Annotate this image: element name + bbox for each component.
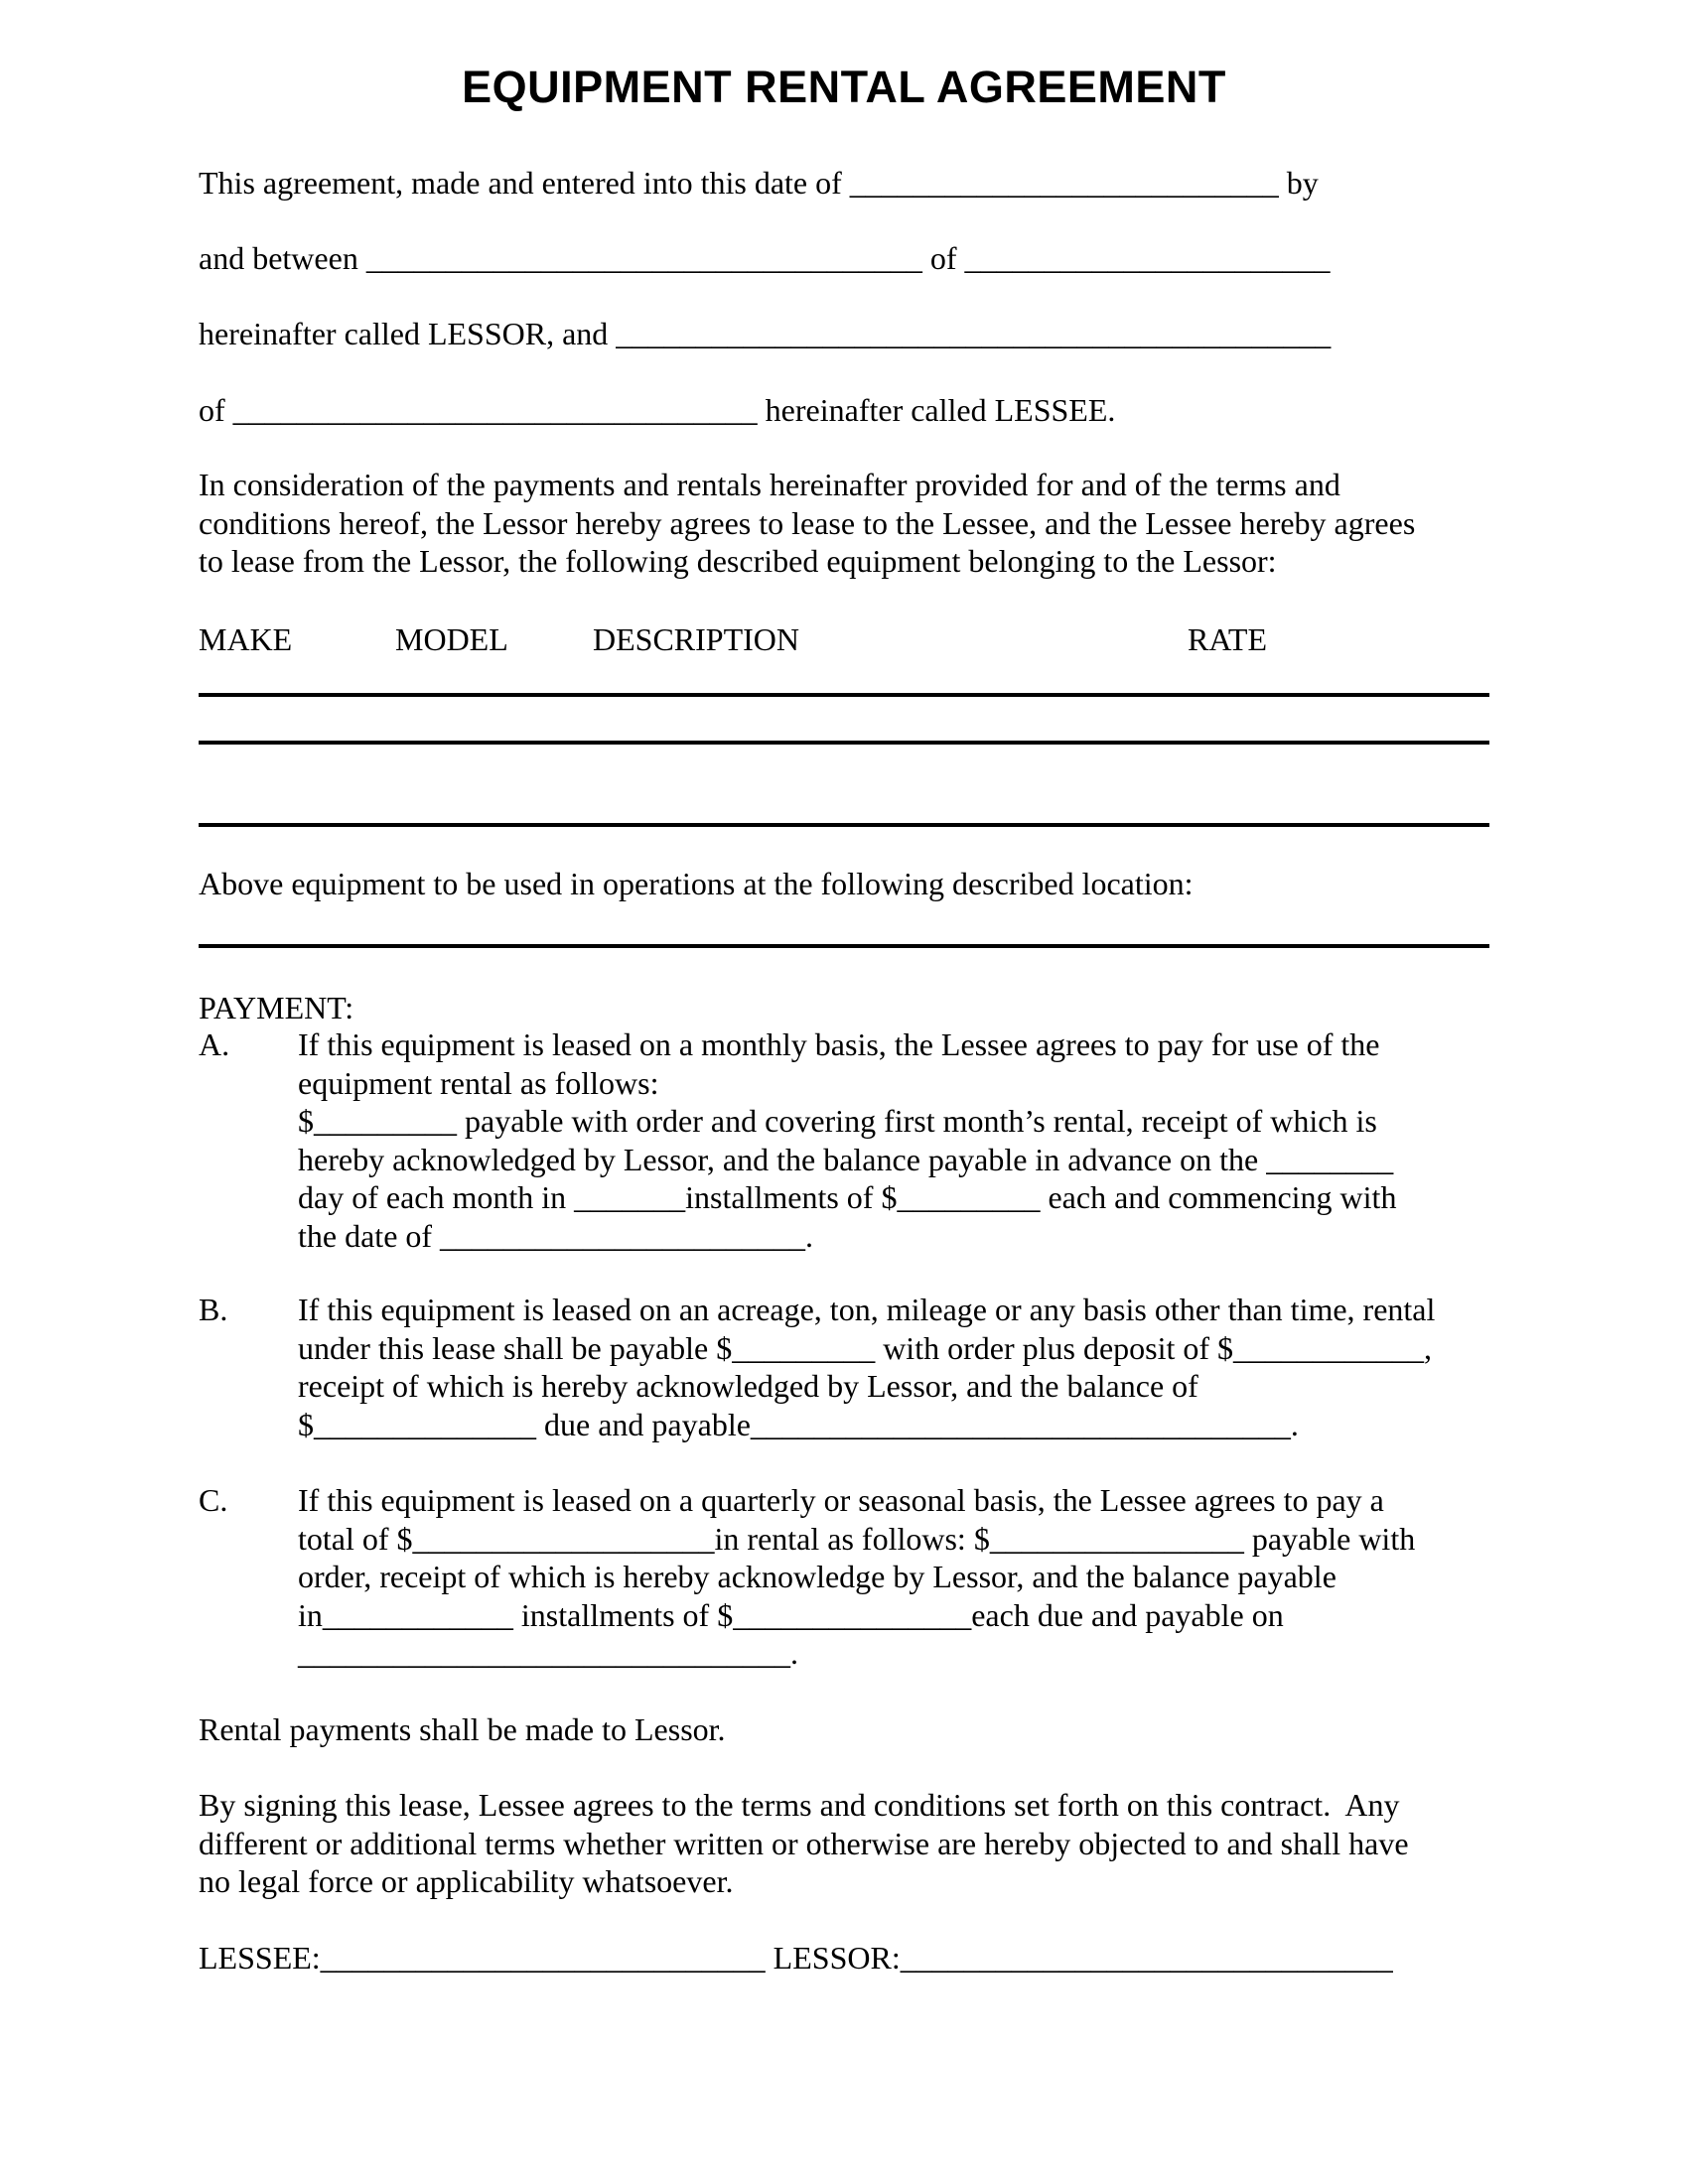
document-title: EQUIPMENT RENTAL AGREEMENT <box>462 62 1226 112</box>
header-description: DESCRIPTION <box>593 621 800 657</box>
payment-a-line: equipment rental as follows: <box>298 1064 659 1101</box>
payment-c-line: If this equipment is leased on a quarterly or seasonal basis, the Lessee agrees to pay a <box>298 1482 1384 1518</box>
payment-c-line: order, receipt of which is hereby acknowledge by Lessor, and the balance payable <box>298 1559 1336 1594</box>
payment-b-line: If this equipment is leased on an acreage, ton, mileage or any basis other than time, rental <box>298 1292 1436 1327</box>
payment-a-line: day of each month in _______installments of $_________ each and commencing with <box>298 1179 1397 1215</box>
consideration-line: conditions hereof, the Lessor hereby agrees to lease to the Lessee, and the Lessee hereby agrees <box>199 504 1416 541</box>
payment-b-line: receipt of which is hereby acknowledged by Lessor, and the balance of <box>298 1368 1198 1404</box>
payment-b-label: B. <box>199 1292 228 1327</box>
header-model: MODEL <box>395 621 508 657</box>
signature-lines: LESSEE:____________________________ LESSOR:_______________________________ <box>199 1940 1393 1976</box>
payment-c-line: _______________________________. <box>298 1635 798 1671</box>
signing-paragraph <box>199 1786 1409 1901</box>
payment-a-line: If this equipment is leased on a monthly basis, the Lessee agrees to pay for use of the <box>298 1026 1380 1062</box>
signing-line: different or additional terms whether written or otherwise are hereby objected to and shall have <box>199 1825 1409 1861</box>
equipment-entry-line <box>199 823 1489 827</box>
signing-line: no legal force or applicability whatsoever. <box>199 1863 734 1899</box>
payment-b-line: $______________ due and payable__________________________________. <box>298 1406 1299 1442</box>
signing-line: By signing this lease, Lessee agrees to the terms and conditions set forth on this contract. Any <box>199 1787 1400 1823</box>
consideration-line: In consideration of the payments and rentals hereinafter provided for and of the terms and <box>199 467 1340 502</box>
payment-c-line: total of $___________________in rental as follows: $________________ payable with <box>298 1520 1416 1557</box>
payment-a-line: the date of _______________________. <box>298 1217 814 1254</box>
payment-b-line: under this lease shall be payable $_________ with order plus deposit of $____________, <box>298 1329 1433 1366</box>
intro-line-date: This agreement, made and entered into this date of ___________________________ by <box>199 165 1319 201</box>
payment-a-line: hereby acknowledged by Lessor, and the balance payable in advance on the ________ <box>298 1141 1394 1177</box>
location-text: Above equipment to be used in operations at the following described location: <box>199 866 1194 901</box>
payment-b-text <box>298 1291 1435 1443</box>
rental-payments-text: Rental payments shall be made to Lessor. <box>199 1711 726 1747</box>
header-rate: RATE <box>1188 621 1267 657</box>
payment-c-label: C. <box>199 1482 228 1518</box>
header-make: MAKE <box>199 621 293 657</box>
payment-c-text <box>298 1481 1415 1673</box>
equipment-entry-line <box>199 693 1489 697</box>
equipment-entry-line <box>199 741 1489 745</box>
payment-a-text <box>298 1025 1396 1255</box>
intro-line-between: and between ___________________________________ of _______________________ <box>199 240 1331 276</box>
consideration-paragraph <box>199 466 1415 581</box>
consideration-line: to lease from the Lessor, the following described equipment belonging to the Lessor: <box>199 543 1277 579</box>
payment-a-line: $_________ payable with order and covering first month’s rental, receipt of which is <box>298 1103 1377 1139</box>
payment-c-line: in____________ installments of $_______________each due and payable on <box>298 1596 1284 1633</box>
intro-line-lessor: hereinafter called LESSOR, and _____________________________________________ <box>199 316 1332 351</box>
payment-a-label: A. <box>199 1026 230 1062</box>
payment-heading: PAYMENT: <box>199 990 354 1025</box>
intro-line-lessee: of _________________________________ hereinafter called LESSEE. <box>199 392 1116 428</box>
location-entry-line <box>199 944 1489 948</box>
